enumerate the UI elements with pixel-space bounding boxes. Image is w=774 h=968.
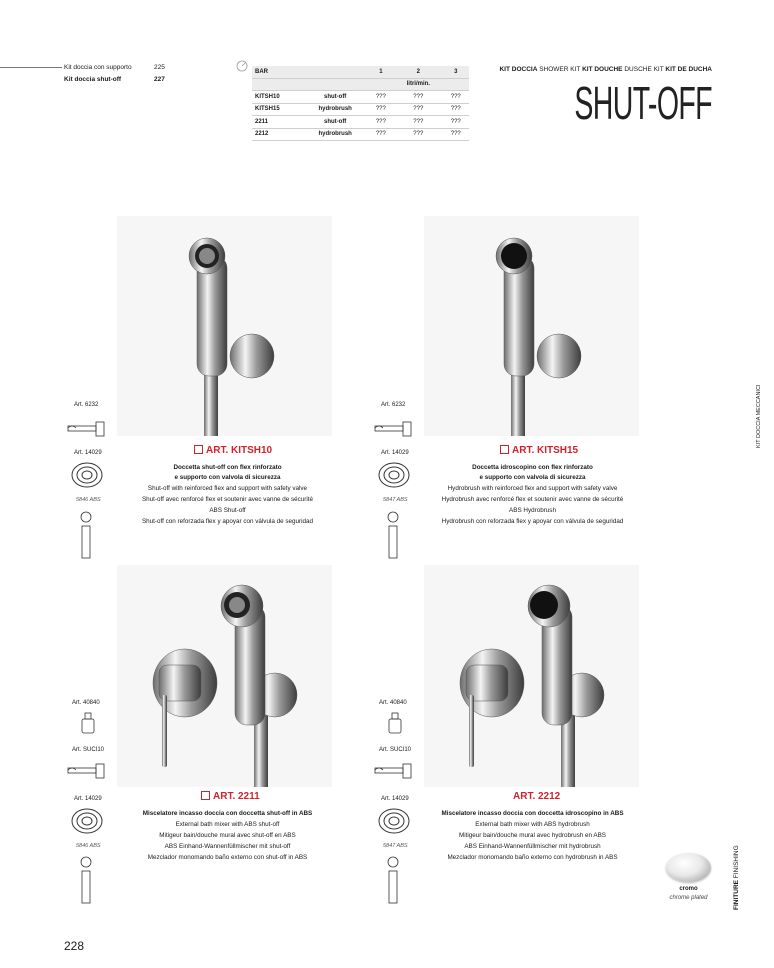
kit-label-de: DUSCHE KIT bbox=[624, 66, 664, 73]
hose-holder-icon bbox=[66, 762, 108, 780]
table-cell: ??? bbox=[368, 91, 394, 104]
finish-name: cromo bbox=[679, 886, 698, 892]
table-header-row bbox=[252, 66, 469, 78]
product-title-kitsh10 bbox=[194, 445, 272, 456]
accessory-label: Art. SUCI10 bbox=[72, 747, 105, 753]
table-cell: ??? bbox=[394, 116, 442, 129]
flex-hose-icon bbox=[376, 460, 412, 490]
checkbox-icon bbox=[500, 445, 509, 454]
accessory-code: 5847 ABS bbox=[383, 497, 408, 503]
desc-de: ABS Einhand-Wannenfüllmischer mit shut-off bbox=[164, 843, 291, 850]
flow-rate-table bbox=[252, 66, 469, 141]
finish-label-bold: FINITURE bbox=[733, 880, 740, 910]
desc-en: External bath mixer with ABS hydrobrush bbox=[475, 821, 590, 828]
flex-hose-icon bbox=[69, 460, 105, 490]
desc-fr: Shut-off avec renforcé flex et soutenir avec vanne de sécurité bbox=[141, 496, 314, 503]
table-header-cell: 1 bbox=[368, 66, 394, 78]
table-header-cell: BAR bbox=[252, 66, 368, 78]
table-cell-code: 2212 bbox=[252, 128, 303, 141]
checkbox-icon bbox=[194, 445, 203, 454]
product-photo-2212 bbox=[424, 565, 639, 787]
table-cell-code: KITSH15 bbox=[252, 103, 303, 116]
index-item-label: Kit doccia con supporto bbox=[64, 64, 132, 71]
index-rule bbox=[0, 67, 62, 68]
table-header-cell: 3 bbox=[443, 66, 469, 78]
table-row bbox=[252, 128, 469, 141]
hose-holder-icon bbox=[373, 762, 415, 780]
table-cell: ??? bbox=[368, 128, 394, 141]
kit-label-es: KIT DE DUCHA bbox=[665, 66, 712, 73]
table-cell: ??? bbox=[368, 103, 394, 116]
product-code: ART. 2212 bbox=[513, 791, 561, 802]
finish-label bbox=[733, 845, 740, 910]
product-code: ART. KITSH15 bbox=[512, 445, 579, 456]
desc-de: ABS Einhand-Wannenfüllmischer mit hydrobrush bbox=[464, 843, 601, 850]
table-cell: ??? bbox=[394, 91, 442, 104]
product-description-kitsh10 bbox=[120, 463, 335, 527]
accessory-label: Art. 14029 bbox=[74, 450, 102, 456]
product-photo-2211 bbox=[117, 565, 332, 787]
table-cell-type: hydrobrush bbox=[303, 128, 368, 141]
table-cell-code: KITSH10 bbox=[252, 91, 303, 104]
desc-en: Shut-off with reinforced flex and support with safety valve bbox=[147, 485, 308, 492]
table-row bbox=[252, 116, 469, 129]
table-row bbox=[252, 103, 469, 116]
desc-it: Doccetta idroscopino con flex rinforzato bbox=[472, 464, 593, 471]
desc-it: e supporto con valvola di sicurezza bbox=[479, 474, 586, 481]
desc-en: External bath mixer with ABS shut-off bbox=[175, 821, 280, 828]
kit-label-fr: KIT DOUCHE bbox=[582, 66, 623, 73]
hose-holder-icon bbox=[373, 420, 415, 438]
index-item-label: Kit doccia shut-off bbox=[64, 76, 122, 83]
product-description-2211 bbox=[115, 809, 340, 863]
page-title: SHUT-OFF bbox=[574, 77, 712, 129]
table-cell: ??? bbox=[394, 103, 442, 116]
handshower-icon bbox=[78, 510, 94, 560]
table-cell: ??? bbox=[443, 128, 469, 141]
desc-fr: Mitigeur bain/douche mural avec hydrobrush en ABS bbox=[458, 832, 606, 839]
product-title-2212 bbox=[513, 791, 560, 802]
accessory-code: 5846 ABS bbox=[76, 843, 101, 849]
kit-category-line bbox=[499, 66, 712, 73]
accessory-label: Art. 14029 bbox=[74, 796, 102, 802]
desc-de: ABS Shut-off bbox=[209, 507, 246, 514]
accessory-label: Art. 40840 bbox=[379, 700, 407, 706]
pressure-gauge-icon bbox=[236, 60, 248, 72]
desc-es: Mezclador monomando baño externo con hydrobrush in ABS bbox=[447, 854, 618, 861]
table-cell-code: 2211 bbox=[252, 116, 303, 129]
finish-name-en: chrome plated bbox=[669, 895, 708, 901]
table-cell-type: shut-off bbox=[303, 91, 368, 104]
product-photo-kitsh10 bbox=[117, 216, 332, 436]
accessory-code: 5846 ABS bbox=[76, 497, 101, 503]
accessory-label: Art. SUCI10 bbox=[379, 747, 412, 753]
desc-it: Doccetta shut-off con flex rinforzato bbox=[173, 464, 282, 471]
kit-label-it: KIT DOCCIA bbox=[499, 66, 538, 73]
page-number: 228 bbox=[64, 939, 85, 953]
table-cell: ??? bbox=[443, 91, 469, 104]
accessory-label: Art. 14029 bbox=[381, 796, 409, 802]
product-description-kitsh15 bbox=[425, 463, 640, 527]
flex-hose-icon bbox=[376, 806, 412, 836]
desc-es: Hydrobrush con reforzada flex y apoyar con válvula de seguridad bbox=[441, 518, 624, 525]
section-side-label: KIT DOCCIA MECCANICI bbox=[756, 384, 762, 448]
finish-swatch-chrome[interactable] bbox=[666, 853, 711, 882]
accessory-label: Art. 6232 bbox=[74, 402, 99, 408]
accessory-label: Art. 6232 bbox=[381, 402, 406, 408]
table-unit-row bbox=[252, 78, 469, 91]
desc-it: Miscelatore incasso doccia con doccetta idroscopino in ABS bbox=[441, 810, 624, 817]
hose-holder-icon bbox=[66, 420, 108, 438]
table-unit-cell: litri/min. bbox=[394, 78, 442, 91]
finish-label-en: FINISHING bbox=[733, 845, 740, 879]
desc-fr: Hydrobrush avec renforcé flex et soutenir avec vanne de sécurité bbox=[441, 496, 624, 503]
desc-it: e supporto con valvola di sicurezza bbox=[174, 474, 281, 481]
index-item-current[interactable] bbox=[64, 76, 174, 83]
desc-es: Mezclador monomando baño externo con shut-off in ABS bbox=[147, 854, 308, 861]
accessory-label: Art. 40840 bbox=[72, 700, 100, 706]
flex-hose-icon bbox=[69, 806, 105, 836]
accessory-label: Art. 14029 bbox=[381, 450, 409, 456]
table-row bbox=[252, 91, 469, 104]
cartridge-icon bbox=[387, 712, 403, 738]
desc-en: Hydrobrush with reinforced flex and support with safety valve bbox=[447, 485, 618, 492]
table-cell-type: shut-off bbox=[303, 116, 368, 129]
table-cell: ??? bbox=[368, 116, 394, 129]
checkbox-icon bbox=[201, 791, 210, 800]
desc-fr: Mitigeur bain/douche mural avec shut-off en ABS bbox=[159, 832, 296, 839]
handshower-icon bbox=[385, 855, 401, 905]
index-item[interactable] bbox=[64, 64, 174, 71]
index-item-page: 225 bbox=[154, 64, 165, 71]
accessory-code: 5847 ABS bbox=[383, 843, 408, 849]
product-title-kitsh15 bbox=[500, 445, 578, 456]
desc-it: Miscelatore incasso doccia con doccetta shut-off in ABS bbox=[142, 810, 313, 817]
product-title-2211 bbox=[201, 791, 260, 802]
product-code: ART. 2211 bbox=[213, 791, 260, 802]
product-code: ART. KITSH10 bbox=[206, 445, 273, 456]
desc-de: ABS Hydrobrush bbox=[509, 507, 556, 514]
table-header-cell: 2 bbox=[394, 66, 442, 78]
desc-es: Shut-off con reforzada flex y apoyar con válvula de seguridad bbox=[141, 518, 314, 525]
table-cell-type: hydrobrush bbox=[303, 103, 368, 116]
cartridge-icon bbox=[80, 712, 96, 738]
handshower-icon bbox=[78, 855, 94, 905]
index-item-page: 227 bbox=[154, 76, 165, 83]
table-cell: ??? bbox=[443, 116, 469, 129]
handshower-icon bbox=[385, 510, 401, 560]
kit-label-en: SHOWER KIT bbox=[539, 66, 581, 73]
product-photo-kitsh15 bbox=[424, 216, 639, 436]
product-description-2212 bbox=[420, 809, 645, 863]
table-cell: ??? bbox=[394, 128, 442, 141]
table-cell: ??? bbox=[443, 103, 469, 116]
